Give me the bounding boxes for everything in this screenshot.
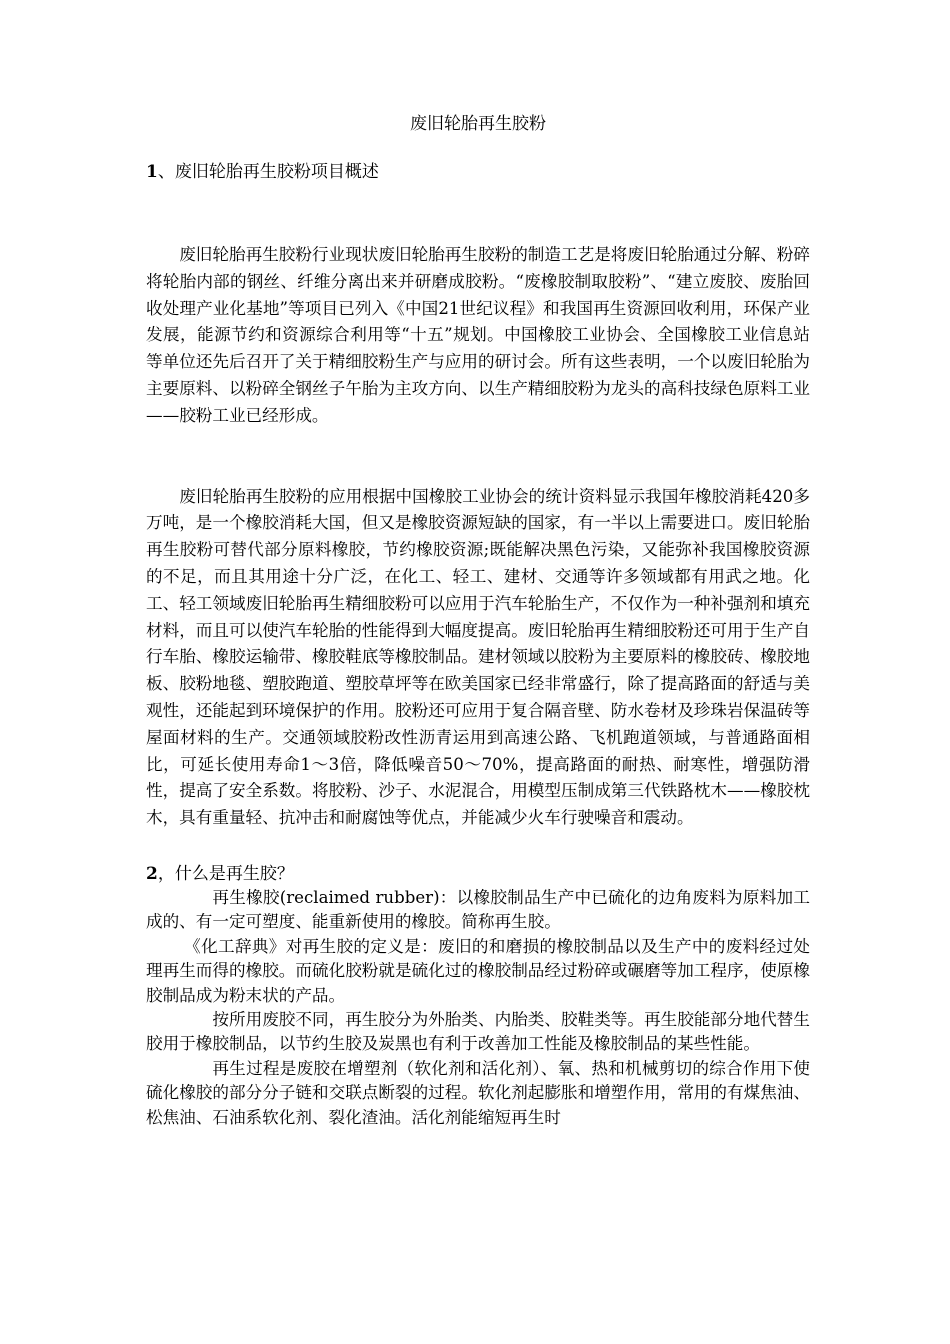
section-2-paragraph-1: 再生橡胶(reclaimed rubber)：以橡胶制品生产中已硫化的边角废料为原料加工成的、有一定可塑度、能重新使用的橡胶。简称再生胶。 (146, 887, 810, 932)
section-2-paragraph-2: 《化工辞典》对再生胶的定义是：废旧的和磨损的橡胶制品以及生产中的废料经过处理再生而得的橡胶。而硫化胶粉就是硫化过的橡胶制品经过粉碎或碾磨等加工程序，使原橡胶制品成为粉末状的产品。 (146, 936, 810, 1005)
document-page (146, 112, 810, 1130)
section-1-paragraph-1: 废旧轮胎再生胶粉行业现状废旧轮胎再生胶粉的制造工艺是将废旧轮胎通过分解、粉碎将轮胎内部的钢丝、纤维分离出来并研磨成胶粉。“废橡胶制取胶粉”、“建立废胶、废胎回收处理产业化基地”等项目已列入《中国21世纪议程》和我国再生资源回收利用，环保产业发展，能源节约和资源综合利用等“十五”规划。中国橡胶工业协会、全国橡胶工业信息站等单位还先后召开了关于精细胶粉生产与应用的研讨会。所有这些表明，一个以废旧轮胎为主要原料、以粉碎全钢丝子午胎为主攻方向、以生产精细胶粉为龙头的高科技绿色原料工业——胶粉工业已经形成。 (146, 245, 810, 425)
section-1-paragraph-2: 废旧轮胎再生胶粉的应用根据中国橡胶工业协会的统计资料显示我国年橡胶消耗420多万吨，是一个橡胶消耗大国，但又是橡胶资源短缺的国家，有一半以上需要进口。废旧轮胎再生胶粉可替代部分原料橡胶，节约橡胶资源;既能解决黑色污染，又能弥补我国橡胶资源的不足，而且其用途十分广泛，在化工、轻工、建材、交通等许多领域都有用武之地。化工、轻工领域废旧轮胎再生精细胶粉可以应用于汽车轮胎生产，不仅作为一种补强剂和填充材料，而且可以使汽车轮胎的性能得到大幅度提高。废旧轮胎再生精细胶粉还可用于生产自行车胎、橡胶运输带、橡胶鞋底等橡胶制品。建材领域以胶粉为主要原料的橡胶砖、橡胶地板、胶粉地毯、塑胶跑道、塑胶草坪等在欧美国家已经非常盛行，除了提高路面的舒适与美观性，还能起到环境保护的作用。胶粉还可应用于复合隔音壁、防水卷材及珍珠岩保温砖等屋面材料的生产。交通领域胶粉改性沥青运用到高速公路、飞机跑道领域，与普通路面相比，可延长使用寿命1～3倍，降低噪音50～70%，提高路面的耐热、耐寒性，增强防滑性，提高了安全系数。将胶粉、沙子、水泥混合，用模型压制成第三代铁路枕木——橡胶枕木，具有重量轻、抗冲击和耐腐蚀等优点，并能减少火车行驶噪音和震动。 (146, 486, 810, 828)
section-2-heading-text: ，什么是再生胶？ (157, 863, 294, 884)
section-2-heading (146, 862, 810, 886)
section-2-paragraph-3: 按所用废胶不同，再生胶分为外胎类、内胎类、胶鞋类等。再生胶能部分地代替生胶用于橡胶制品，以节约生胶及炭黑也有利于改善加工性能及橡胶制品的某些性能。 (146, 1009, 810, 1054)
section-2-paragraph-4: 再生过程是废胶在增塑剂（软化剂和活化剂）、氧、热和机械剪切的综合作用下使硫化橡胶的部分分子链和交联点断裂的过程。软化剂起膨胀和增塑作用，常用的有煤焦油、松焦油、石油系软化剂、裂化渣油。活化剂能缩短再生时 (146, 1058, 810, 1127)
section-1-number: 1 (146, 162, 158, 182)
section-2-number: 2 (146, 863, 158, 884)
section-1-heading (146, 160, 810, 184)
section-1-heading-text: 、废旧轮胎再生胶粉项目概述 (157, 162, 379, 182)
document-title: 废旧轮胎再生胶粉 (410, 114, 546, 134)
